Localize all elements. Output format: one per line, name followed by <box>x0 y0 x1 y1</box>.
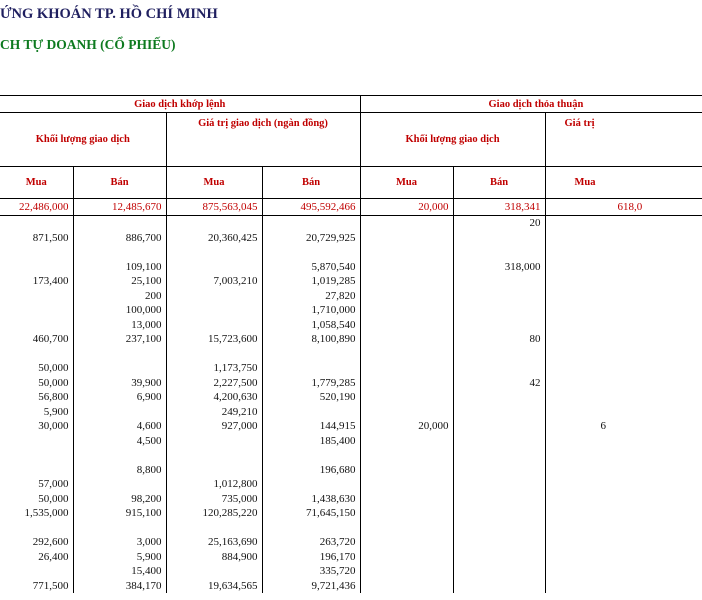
table-row <box>0 506 702 521</box>
table-cell: 318,000 <box>453 260 545 275</box>
table-cell: 42 <box>453 376 545 391</box>
trading-table-container <box>0 95 643 600</box>
table-cell: 1,535,000 <box>24 507 69 520</box>
table-row <box>0 579 702 594</box>
table-cell: 80 <box>453 332 545 347</box>
table-cell <box>453 434 545 449</box>
table-cell <box>360 216 453 231</box>
col-header-negotiated-volume-buy: Mua <box>360 167 453 199</box>
table-cell <box>545 521 702 536</box>
table-cell: 25,163,690 <box>166 535 262 550</box>
page-subtitle: CH TỰ DOANH (CỔ PHIẾU) <box>0 37 176 52</box>
table-cell <box>545 376 702 391</box>
total-cell: 495,592,466 <box>262 199 360 216</box>
table-row <box>0 521 702 536</box>
proprietary-trading-table <box>0 95 702 593</box>
table-cell: 886,700 <box>73 231 166 246</box>
table-cell: 884,900 <box>166 550 262 565</box>
table-cell <box>166 260 262 275</box>
table-cell: 5,870,540 <box>262 260 360 275</box>
table-cell <box>453 550 545 565</box>
table-cell <box>453 579 545 594</box>
table-cell: 384,170 <box>73 579 166 594</box>
table-cell: 1,438,630 <box>262 492 360 507</box>
table-row <box>0 347 702 362</box>
table-cell: 4,600 <box>73 419 166 434</box>
subheader-match-value: Giá trị giao dịch (ngàn đồng) <box>166 113 360 167</box>
table-cell <box>360 274 453 289</box>
table-row <box>0 434 702 449</box>
table-cell <box>360 289 453 304</box>
table-row <box>0 289 702 304</box>
table-cell <box>166 463 262 478</box>
table-cell <box>545 347 702 362</box>
group-header-matched-orders: Giao dịch khớp lệnh <box>0 96 360 113</box>
table-cell <box>545 231 702 246</box>
table-cell <box>73 477 166 492</box>
table-cell: 1,173,750 <box>166 361 262 376</box>
table-cell <box>73 405 166 420</box>
table-cell: 5,900 <box>43 405 69 418</box>
table-cell <box>360 463 453 478</box>
table-cell <box>0 245 73 260</box>
table-cell <box>262 405 360 420</box>
table-cell: 249,210 <box>166 405 262 420</box>
table-cell: 15,723,600 <box>166 332 262 347</box>
table-cell: 196,170 <box>262 550 360 565</box>
table-cell: 1,779,285 <box>262 376 360 391</box>
table-row <box>0 390 702 405</box>
table-cell: 6,900 <box>73 390 166 405</box>
table-cell <box>166 434 262 449</box>
table-cell <box>453 419 545 434</box>
table-cell <box>453 245 545 260</box>
table-row <box>0 303 702 318</box>
col-header-negotiated-value-buy: Mua <box>545 167 702 199</box>
table-cell <box>453 492 545 507</box>
table-cell: 13,000 <box>73 318 166 333</box>
table-cell: 71,645,150 <box>262 506 360 521</box>
table-row <box>0 419 702 434</box>
table-cell: 292,600 <box>32 536 69 549</box>
table-cell: 8,800 <box>73 463 166 478</box>
table-cell <box>453 303 545 318</box>
table-cell <box>0 347 73 362</box>
table-row <box>0 535 702 550</box>
table-row <box>0 332 702 347</box>
table-cell <box>545 492 702 507</box>
table-row <box>0 477 702 492</box>
table-cell <box>0 564 73 579</box>
table-cell: 20,360,425 <box>166 231 262 246</box>
table-cell: 3,000 <box>73 535 166 550</box>
table-cell: 4,200,630 <box>166 390 262 405</box>
table-cell: 9,721,436 <box>262 579 360 594</box>
table-cell: 4,500 <box>73 434 166 449</box>
table-cell <box>166 564 262 579</box>
table-cell <box>73 521 166 536</box>
table-cell <box>166 289 262 304</box>
table-cell <box>360 303 453 318</box>
table-cell <box>360 318 453 333</box>
total-cell: 618,0 <box>545 199 702 216</box>
table-cell <box>0 434 73 449</box>
table-cell <box>262 448 360 463</box>
table-cell: 5,900 <box>73 550 166 565</box>
subheader-match-volume: Khối lượng giao dịch <box>0 113 166 167</box>
table-cell: 19,634,565 <box>166 579 262 594</box>
table-cell: 335,720 <box>262 564 360 579</box>
table-cell: 1,058,540 <box>262 318 360 333</box>
table-cell: 98,200 <box>73 492 166 507</box>
table-cell: 7,003,210 <box>166 274 262 289</box>
table-row <box>0 492 702 507</box>
table-row <box>0 260 702 275</box>
table-cell: 50,000 <box>38 362 69 375</box>
table-cell <box>453 564 545 579</box>
table-cell: 25,100 <box>73 274 166 289</box>
table-cell <box>360 448 453 463</box>
table-cell <box>453 318 545 333</box>
table-cell: 771,500 <box>32 579 69 592</box>
table-cell <box>0 303 73 318</box>
table-row <box>0 216 702 231</box>
table-cell <box>166 521 262 536</box>
table-cell: 27,820 <box>262 289 360 304</box>
table-row <box>0 231 702 246</box>
table-cell <box>0 216 73 231</box>
table-cell: 196,680 <box>262 463 360 478</box>
table-cell <box>545 318 702 333</box>
table-cell <box>360 550 453 565</box>
table-cell <box>545 564 702 579</box>
table-cell <box>360 535 453 550</box>
table-cell: 30,000 <box>38 420 69 433</box>
table-cell <box>262 245 360 260</box>
table-cell <box>545 332 702 347</box>
table-cell <box>166 216 262 231</box>
total-cell: 12,485,670 <box>73 199 166 216</box>
col-header-match-volume-buy: Mua <box>0 167 73 199</box>
table-cell <box>360 231 453 246</box>
subheader-negotiated-volume: Khối lượng giao dịch <box>360 113 545 167</box>
table-row <box>0 448 702 463</box>
table-cell <box>453 506 545 521</box>
table-cell: 15,400 <box>73 564 166 579</box>
table-cell <box>545 216 702 231</box>
table-cell <box>453 390 545 405</box>
table-cell: 1,012,800 <box>166 477 262 492</box>
table-cell <box>453 463 545 478</box>
table-cell <box>73 347 166 362</box>
table-cell <box>262 361 360 376</box>
col-header-match-value-buy: Mua <box>166 167 262 199</box>
table-row <box>0 564 702 579</box>
table-cell: 460,700 <box>32 333 69 346</box>
table-cell <box>545 303 702 318</box>
table-cell <box>360 579 453 594</box>
table-cell: 520,190 <box>262 390 360 405</box>
table-cell <box>360 245 453 260</box>
table-cell: 263,720 <box>262 535 360 550</box>
table-row <box>0 550 702 565</box>
table-cell <box>166 303 262 318</box>
table-cell <box>545 361 702 376</box>
table-cell <box>360 564 453 579</box>
table-cell: 2,227,500 <box>166 376 262 391</box>
table-row <box>0 463 702 478</box>
table-cell: 50,000 <box>38 376 69 389</box>
table-cell <box>73 216 166 231</box>
table-cell: 56,800 <box>38 391 69 404</box>
table-cell: 50,000 <box>38 492 69 505</box>
table-row <box>0 245 702 260</box>
table-cell: 109,100 <box>73 260 166 275</box>
table-cell <box>73 361 166 376</box>
table-cell <box>545 405 702 420</box>
table-cell: 871,500 <box>32 231 69 244</box>
table-cell <box>545 245 702 260</box>
table-cell: 915,100 <box>73 506 166 521</box>
table-row <box>0 274 702 289</box>
table-cell <box>545 506 702 521</box>
table-cell <box>0 448 73 463</box>
table-cell <box>360 492 453 507</box>
table-cell <box>166 347 262 362</box>
table-cell <box>360 260 453 275</box>
total-cell: 875,563,045 <box>166 199 262 216</box>
table-cell: 20,729,925 <box>262 231 360 246</box>
table-cell <box>262 521 360 536</box>
table-cell <box>360 521 453 536</box>
table-cell: 200 <box>73 289 166 304</box>
table-cell: 57,000 <box>38 478 69 491</box>
group-header-negotiated-deals: Giao dịch thỏa thuận <box>360 96 702 113</box>
table-cell: 144,915 <box>262 419 360 434</box>
table-cell <box>453 405 545 420</box>
table-cell <box>262 477 360 492</box>
table-cell <box>0 289 73 304</box>
table-cell <box>73 448 166 463</box>
table-cell <box>166 318 262 333</box>
table-cell: 1,019,285 <box>262 274 360 289</box>
table-cell <box>453 361 545 376</box>
table-cell: 237,100 <box>73 332 166 347</box>
table-row <box>0 405 702 420</box>
table-cell <box>453 477 545 492</box>
table-row <box>0 361 702 376</box>
table-cell: 100,000 <box>73 303 166 318</box>
table-cell <box>545 477 702 492</box>
table-cell <box>0 260 73 275</box>
table-cell <box>545 448 702 463</box>
col-header-negotiated-volume-sell: Bán <box>453 167 545 199</box>
table-cell: 20 <box>453 216 545 231</box>
table-cell <box>545 579 702 594</box>
subheader-negotiated-value: Giá trị <box>545 113 702 167</box>
table-cell <box>545 463 702 478</box>
table-cell: 1,710,000 <box>262 303 360 318</box>
table-cell <box>545 260 702 275</box>
col-header-match-value-sell: Bán <box>262 167 360 199</box>
table-cell: 185,400 <box>262 434 360 449</box>
table-cell: 20,000 <box>360 419 453 434</box>
table-cell <box>453 535 545 550</box>
table-cell <box>360 506 453 521</box>
table-cell: 927,000 <box>166 419 262 434</box>
total-cell: 318,341 <box>453 199 545 216</box>
table-row <box>0 376 702 391</box>
table-cell: 120,285,220 <box>166 506 262 521</box>
page-title: ỨNG KHOÁN TP. HỒ CHÍ MINH <box>0 6 218 22</box>
table-row <box>0 318 702 333</box>
table-cell <box>360 332 453 347</box>
totals-row <box>0 199 702 216</box>
table-cell <box>0 318 73 333</box>
table-cell <box>262 347 360 362</box>
table-cell: 173,400 <box>32 275 69 288</box>
table-cell <box>453 448 545 463</box>
table-cell <box>0 521 73 536</box>
table-cell <box>262 216 360 231</box>
table-cell <box>545 550 702 565</box>
table-cell <box>166 448 262 463</box>
table-cell: 39,900 <box>73 376 166 391</box>
table-cell <box>360 361 453 376</box>
table-cell <box>453 521 545 536</box>
total-cell: 22,486,000 <box>0 199 73 216</box>
table-cell <box>453 289 545 304</box>
table-cell <box>453 274 545 289</box>
table-cell <box>73 245 166 260</box>
table-cell <box>545 535 702 550</box>
table-cell <box>360 405 453 420</box>
table-cell: 6 <box>545 419 702 434</box>
table-cell <box>453 231 545 246</box>
table-cell: 26,400 <box>38 550 69 563</box>
table-cell <box>545 274 702 289</box>
table-cell: 8,100,890 <box>262 332 360 347</box>
table-cell <box>166 245 262 260</box>
total-cell: 20,000 <box>360 199 453 216</box>
table-cell <box>360 376 453 391</box>
table-cell <box>453 347 545 362</box>
table-cell <box>0 463 73 478</box>
table-cell <box>545 434 702 449</box>
table-cell: 735,000 <box>166 492 262 507</box>
table-cell <box>360 347 453 362</box>
table-cell <box>545 289 702 304</box>
table-cell <box>360 390 453 405</box>
col-header-match-volume-sell: Bán <box>73 167 166 199</box>
table-cell <box>545 390 702 405</box>
table-cell <box>360 477 453 492</box>
table-cell <box>360 434 453 449</box>
